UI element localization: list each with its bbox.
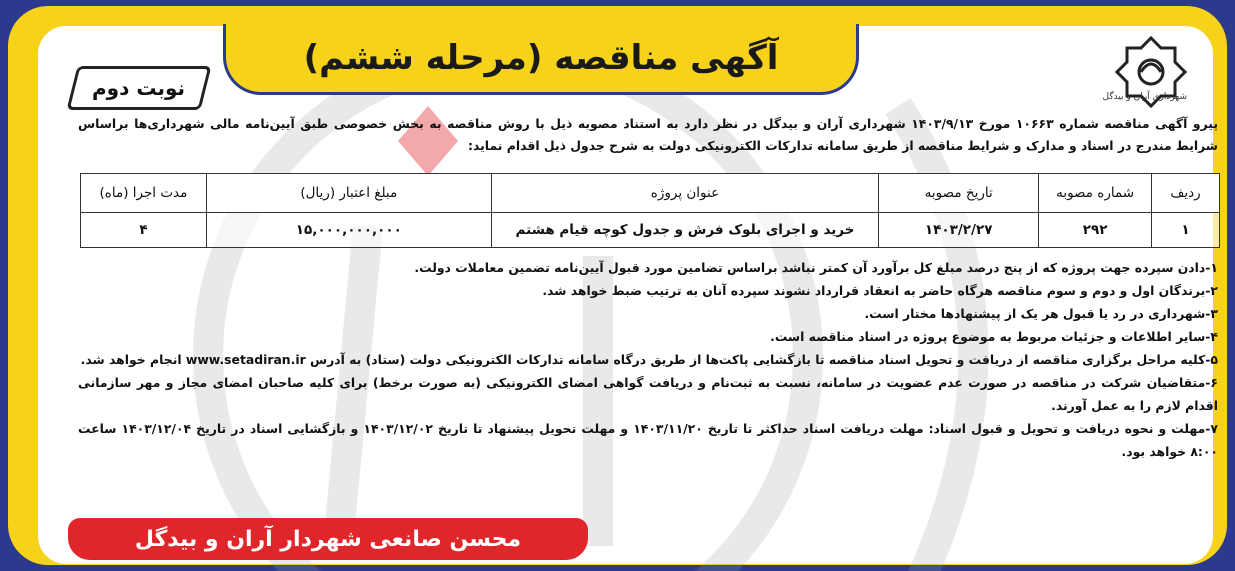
condition-item: ۲-برندگان اول و دوم و سوم مناقصه هرگاه حاضر به انعقاد قرارداد نشوند سپرده آنان به ترتیب ضبط خواهد شد. xyxy=(542,283,1218,298)
cell-duration: ۴ xyxy=(81,213,207,248)
cell-resolution-number: ۲۹۲ xyxy=(1039,213,1152,248)
condition-item: ۶-متقاضیان شرکت در مناقصه در صورت عدم عضویت در سامانه، نسبت به ثبت‌نام و دریافت گواهی امضای الکترونیکی (به صورت برخط) برای کلیه صاحبان امضای مجاز و مهر سازمانی اقدام لازم را به عمل آورند. xyxy=(78,375,1218,413)
cell-budget: ۱۵,۰۰۰,۰۰۰,۰۰۰ xyxy=(206,213,491,248)
condition-item: ۴-سایر اطلاعات و جزئیات مربوط به موضوع پروژه در اسناد مناقصه است. xyxy=(770,329,1218,344)
header-resolution-number: شماره مصوبه xyxy=(1039,174,1152,213)
signer-banner xyxy=(68,518,588,560)
cell-project-title: خرید و اجرای بلوک فرش و جدول کوچه قیام هشتم xyxy=(491,213,879,248)
signer-name: محسن صانعی شهردار آران و بیدگل xyxy=(134,526,522,552)
outer-frame xyxy=(8,6,1227,565)
cell-resolution-date: ۱۴۰۳/۲/۲۷ xyxy=(879,213,1039,248)
conditions-list xyxy=(78,256,1218,463)
condition-item: ۷-مهلت و نحوه دریافت و تحویل و قبول اسناد: مهلت دریافت اسناد حداکثر تا تاریخ ۱۴۰۳/۱۱/۲۰ و مهلت تحویل پیشنهاد تا تاریخ ۱۴۰۳/۱۲/۰۲ و بازگشایی اسناد در تاریخ ۱۴۰۳/۱۲/۰۴ ساعت ۸:۰۰ خواهد بود. xyxy=(78,421,1218,459)
intro-paragraph: پیرو آگهی مناقصه شماره ۱۰۶۶۳ مورخ ۱۴۰۳/۹/۱۳ شهرداری آران و بیدگل در نظر دارد به استناد مصوبه ذیل با روش مناقصه به بخش خصوصی طبق آیین‌نامه مالی شهرداری‌ها براساس شرایط مندرج در اسناد و مدارک و شرایط مناقصه از طریق سامانه تدارکات الکترونیکی دولت به شرح جدول ذیل اقدام نماید: xyxy=(78,116,1219,153)
cell-row-number: ۱ xyxy=(1152,213,1220,248)
tender-table xyxy=(80,173,1220,248)
municipality-emblem-icon xyxy=(1111,34,1191,114)
header-budget: مبلغ اعتبار (ریال) xyxy=(206,174,491,213)
table-header-row xyxy=(81,174,1220,213)
condition-item: ۱-دادن سپرده جهت پروژه که از پنج درصد مبلغ کل برآورد آن کمتر نباشد براساس تضامین مورد قبول آیین‌نامه تضمین معاملات دولت. xyxy=(414,260,1218,275)
turn-badge-label: نوبت دوم xyxy=(92,76,186,100)
table-row xyxy=(81,213,1220,248)
title-banner xyxy=(223,24,859,95)
notice-title: آگهی مناقصه (مرحله ششم) xyxy=(303,38,779,78)
header-row-number: ردیف xyxy=(1152,174,1220,213)
header-resolution-date: تاریخ مصوبه xyxy=(879,174,1039,213)
condition-item: ۵-کلیه مراحل برگزاری مناقصه از دریافت و تحویل اسناد مناقصه تا بازگشایی پاکت‌ها از طریق درگاه سامانه تدارکات الکترونیکی دولت (ستاد) به آدرس www.setadiran.ir انجام خواهد شد. xyxy=(80,352,1218,367)
turn-badge xyxy=(67,66,212,110)
header-duration: مدت اجرا (ماه) xyxy=(81,174,207,213)
header-project-title: عنوان پروژه xyxy=(491,174,879,213)
condition-item: ۳-شهرداری در رد یا قبول هر یک از پیشنهادها مختار است. xyxy=(864,306,1218,321)
notice-page xyxy=(38,26,1219,564)
logo-caption: شهرداری آران و بیدگل xyxy=(1102,92,1187,102)
